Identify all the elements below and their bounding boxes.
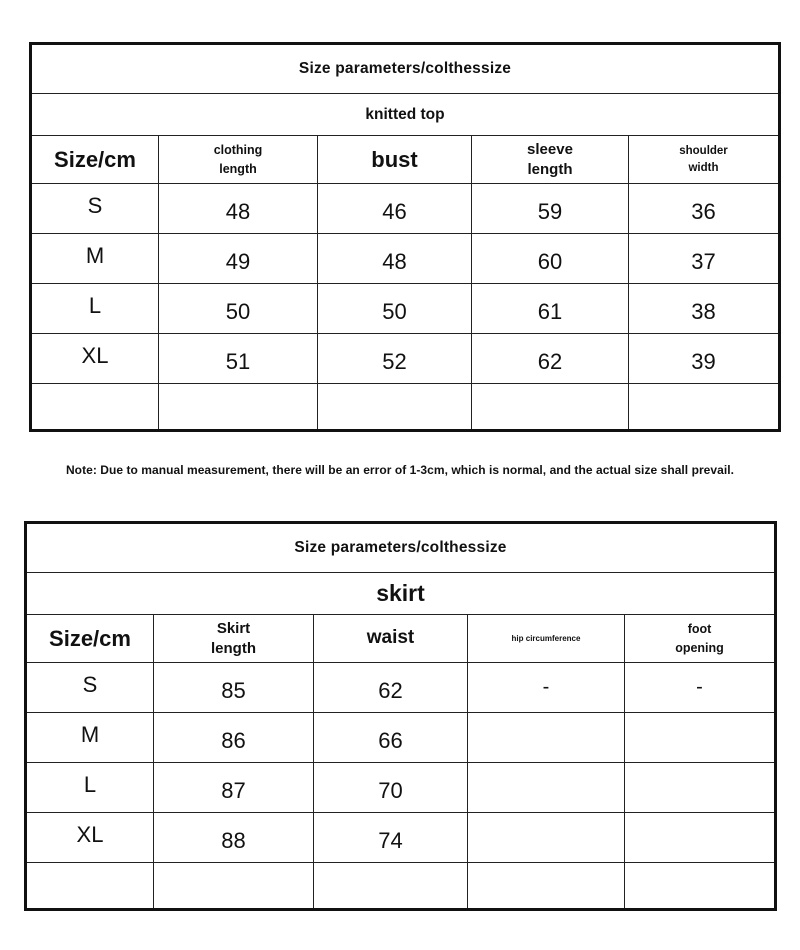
value-cell: 50 bbox=[318, 284, 472, 334]
value-cell: 66 bbox=[314, 713, 468, 763]
empty-cell bbox=[154, 863, 314, 910]
value-cell: 70 bbox=[314, 763, 468, 813]
header-line: length bbox=[527, 160, 573, 178]
value-cell: 59 bbox=[472, 184, 629, 234]
value-cell: 38 bbox=[629, 284, 780, 334]
empty-cell bbox=[314, 863, 468, 910]
empty-cell bbox=[318, 384, 472, 431]
value-cell bbox=[625, 813, 776, 863]
header-line: length bbox=[219, 161, 257, 176]
value-cell: 49 bbox=[159, 234, 318, 284]
empty-cell bbox=[625, 863, 776, 910]
header-line: foot bbox=[687, 622, 712, 637]
header-line: opening bbox=[675, 640, 724, 655]
value-cell: 88 bbox=[154, 813, 314, 863]
table-title: Size parameters/colthessize bbox=[26, 523, 776, 573]
value-cell: 74 bbox=[314, 813, 468, 863]
table-row bbox=[31, 184, 780, 234]
value-cell: 51 bbox=[159, 334, 318, 384]
table-subtitle: skirt bbox=[26, 573, 776, 615]
header-shoulder-width bbox=[629, 136, 780, 184]
value-cell: 48 bbox=[318, 234, 472, 284]
value-cell bbox=[625, 763, 776, 813]
empty-cell bbox=[26, 863, 154, 910]
header-skirt-length bbox=[154, 615, 314, 663]
empty-cell bbox=[472, 384, 629, 431]
size-cell: XL bbox=[31, 334, 159, 384]
header-line: clothing bbox=[213, 143, 263, 158]
value-cell bbox=[468, 763, 625, 813]
size-cell: M bbox=[26, 713, 154, 763]
table-row bbox=[26, 763, 776, 813]
value-cell: 39 bbox=[629, 334, 780, 384]
table-subtitle: knitted top bbox=[31, 94, 780, 136]
value-cell: 85 bbox=[154, 663, 314, 713]
header-line: shoulder bbox=[679, 144, 728, 157]
value-cell: - bbox=[468, 663, 625, 713]
table-row bbox=[31, 234, 780, 284]
size-cell: S bbox=[26, 663, 154, 713]
table-row bbox=[31, 334, 780, 384]
header-bust: bust bbox=[318, 136, 472, 184]
header-size: Size/cm bbox=[31, 136, 159, 184]
value-cell: 61 bbox=[472, 284, 629, 334]
value-cell: 50 bbox=[159, 284, 318, 334]
header-waist: waist bbox=[314, 615, 468, 663]
table-row bbox=[26, 663, 776, 713]
value-cell: - bbox=[625, 663, 776, 713]
size-cell: M bbox=[31, 234, 159, 284]
header-size: Size/cm bbox=[26, 615, 154, 663]
empty-cell bbox=[629, 384, 780, 431]
header-line: Skirt bbox=[216, 620, 251, 637]
header-sleeve-length bbox=[472, 136, 629, 184]
measurement-note: Note: Due to manual measurement, there will be an error of 1-3cm, which is normal, and the actual size shall prevail. bbox=[65, 463, 735, 477]
value-cell: 62 bbox=[472, 334, 629, 384]
value-cell: 36 bbox=[629, 184, 780, 234]
size-cell: S bbox=[31, 184, 159, 234]
skirt-size-table bbox=[24, 521, 777, 911]
value-cell: 86 bbox=[154, 713, 314, 763]
header-foot-opening bbox=[625, 615, 776, 663]
table-row bbox=[26, 813, 776, 863]
value-cell: 46 bbox=[318, 184, 472, 234]
value-cell: 52 bbox=[318, 334, 472, 384]
header-line: width bbox=[688, 161, 719, 174]
table-row bbox=[31, 284, 780, 334]
header-line: length bbox=[211, 639, 256, 657]
size-cell: L bbox=[26, 763, 154, 813]
table-title: Size parameters/colthessize bbox=[31, 44, 780, 94]
header-line: sleeve bbox=[527, 141, 573, 158]
value-cell: 60 bbox=[472, 234, 629, 284]
header-hip-circumference: hip circumference bbox=[468, 615, 625, 663]
value-cell bbox=[468, 713, 625, 763]
empty-cell bbox=[159, 384, 318, 431]
value-cell: 62 bbox=[314, 663, 468, 713]
size-cell: XL bbox=[26, 813, 154, 863]
value-cell: 37 bbox=[629, 234, 780, 284]
table-row bbox=[26, 713, 776, 763]
empty-row bbox=[26, 863, 776, 910]
value-cell bbox=[625, 713, 776, 763]
empty-cell bbox=[468, 863, 625, 910]
value-cell bbox=[468, 813, 625, 863]
header-clothing-length bbox=[159, 136, 318, 184]
empty-row bbox=[31, 384, 780, 431]
size-cell: L bbox=[31, 284, 159, 334]
knitted-top-size-table bbox=[29, 42, 781, 432]
empty-cell bbox=[31, 384, 159, 431]
value-cell: 48 bbox=[159, 184, 318, 234]
value-cell: 87 bbox=[154, 763, 314, 813]
